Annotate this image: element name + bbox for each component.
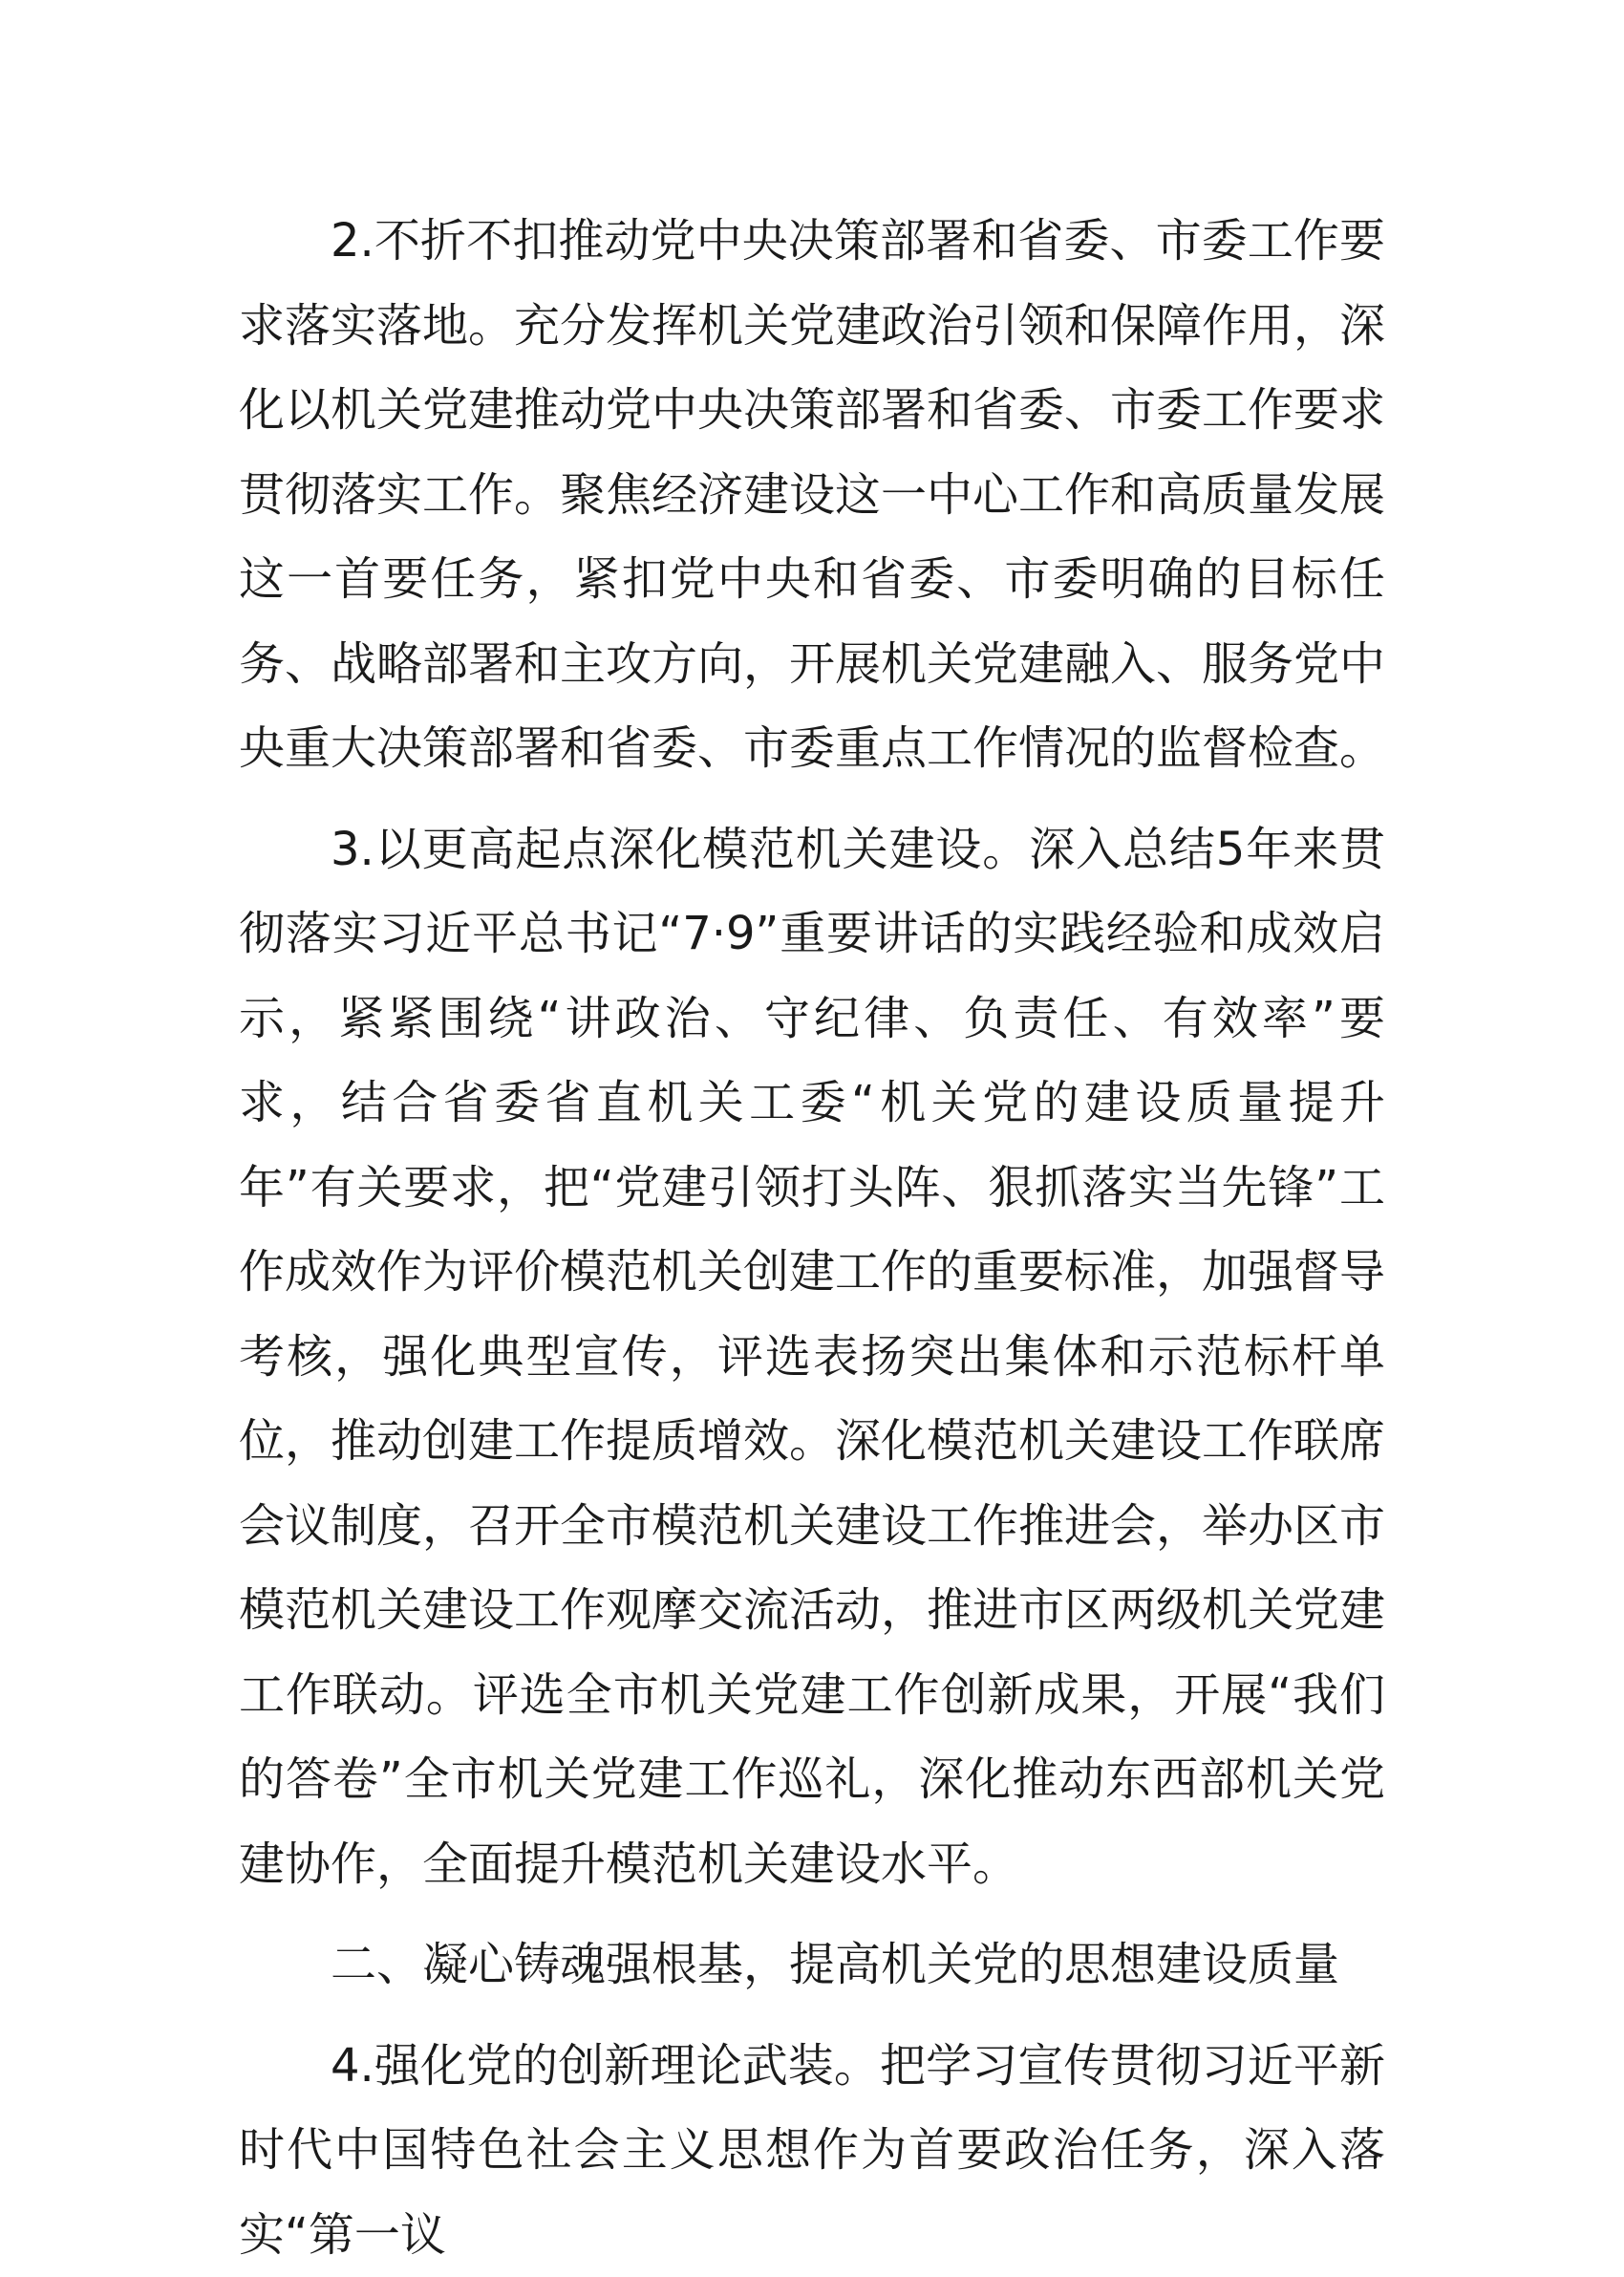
document-body: [239, 199, 1385, 2277]
paragraph-item-2: 2.不折不扣推动党中央决策部署和省委、市委工作要求落实落地。充分发挥机关党建政治引领和保障作用，深化以机关党建推动党中央决策部署和省委、市委工作要求贯彻落实工作。聚焦经济建设这一中心工作和高质量发展这一首要任务，紧扣党中央和省委、市委明确的目标任务、战略部署和主攻方向，开展机关党建融入、服务党中央重大决策部署和省委、市委重点工作情况的监督检查。: [239, 199, 1385, 791]
paragraph-item-4: 4.强化党的创新理论武装。把学习宣传贯彻习近平新时代中国特色社会主义思想作为首要政治任务，深入落实“第一议: [239, 2024, 1385, 2277]
paragraph-item-3: 3.以更高起点深化模范机关建设。深入总结5年来贯彻落实习近平总书记“7·9”重要讲话的实践经验和成效启示，紧紧围绕“讲政治、守纪律、负责任、有效率”要求，结合省委省直机关工委“机关党的建设质量提升年”有关要求，把“党建引领打头阵、狠抓落实当先锋”工作成效作为评价模范机关创建工作的重要标准，加强督导考核，强化典型宣传，评选表扬突出集体和示范标杆单位，推动创建工作提质增效。深化模范机关建设工作联席会议制度，召开全市模范机关建设工作推进会，举办区市模范机关建设工作观摩交流活动，推进市区两级机关党建工作联动。评选全市机关党建工作创新成果，开展“我们的答卷”全市机关党建工作巡礼，深化推动东西部机关党建协作，全面提升模范机关建设水平。: [239, 807, 1385, 1907]
section-heading-2: 二、凝心铸魂强根基，提高机关党的思想建设质量: [239, 1923, 1385, 2008]
